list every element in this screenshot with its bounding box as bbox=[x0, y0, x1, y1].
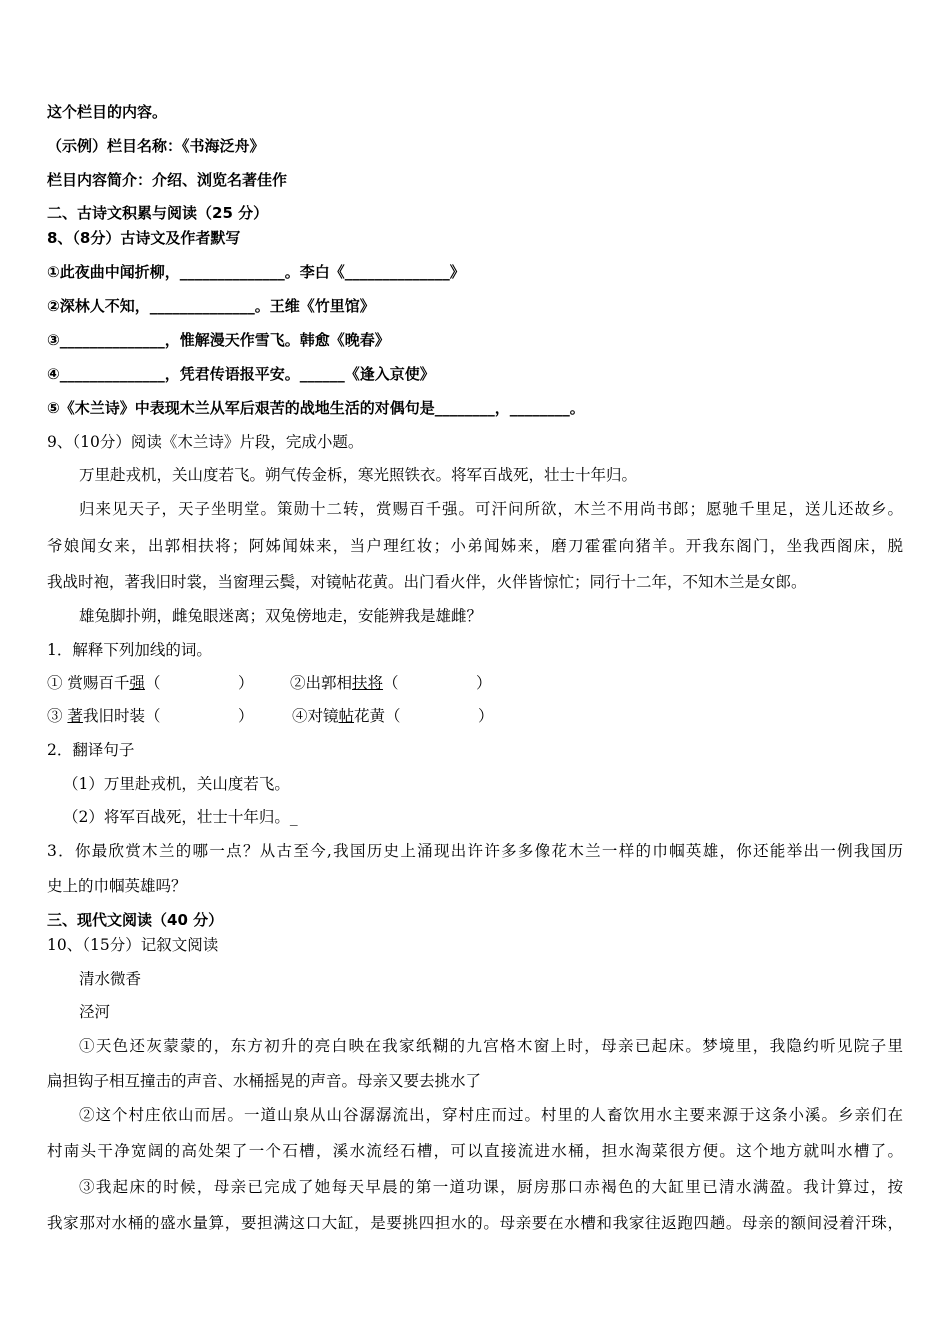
fill-blank-line: ④______________，凭君传语报平安。______《逢入京使》 bbox=[47, 365, 435, 383]
underlined-word: 扶将 bbox=[352, 674, 384, 692]
word-explain-row bbox=[47, 673, 492, 693]
explain-item: ① 赏赐百千 bbox=[47, 674, 130, 692]
explain-item-2: ④对镜帖花黄（ ） bbox=[292, 707, 494, 725]
answer-blank: （ ） bbox=[144, 674, 254, 692]
section-heading: 三、现代文阅读（40 分） bbox=[47, 911, 224, 929]
text-line: （示例）栏目名称：《书海泛舟》 bbox=[47, 137, 265, 155]
underlined-word: 著 bbox=[67, 707, 83, 725]
explain-item-2: ②出郭相扶将（ ） bbox=[290, 674, 492, 692]
poem-line: 归来见天子，天子坐明堂。策勋十二转，赏赐百千强。可汗问所欲，木兰不用尚书郎；愿驰千里足，送儿还故乡。 bbox=[79, 500, 903, 518]
paragraph-line: 我家那对水桶的盛水量算，要担满这口大缸，是要挑四担水的。母亲要在水槽和我家往返跑四趟。母亲的额间浸着汗珠， bbox=[47, 1214, 903, 1232]
fill-blank-line: ⑤《木兰诗》中表现木兰从军后艰苦的战地生活的对偶句是________，________。 bbox=[47, 399, 585, 417]
question-heading: 10、（15分）记叙文阅读 bbox=[47, 936, 219, 954]
poem-line: 雄兔脚扑朔，雌兔眼迷离；双兔傍地走，安能辨我是雄雌？ bbox=[79, 607, 483, 625]
underlined-word: 帖 bbox=[338, 707, 355, 725]
paragraph-line: ③我起床的时候，母亲已完成了她每天早晨的第一道功课，厨房那口赤褐色的大缸里已清水满盈。我计算过，按 bbox=[79, 1178, 903, 1196]
paragraph-line: ②这个村庄依山而居。一道山泉从山谷潺潺流出，穿村庄而过。村里的人畜饮用水主要来源于这条小溪。乡亲们在 bbox=[79, 1106, 903, 1124]
fill-blank-line: ③______________，惟解漫天作雪飞。韩愈《晚春》 bbox=[47, 331, 390, 349]
paragraph-line: 村南头干净宽阔的高处架了一个石槽，溪水流经石槽，可以直接流进水桶，担水淘菜很方便。这个地方就叫水槽了。 bbox=[47, 1142, 903, 1160]
sub-question: 史上的巾帼英雄吗？ bbox=[47, 877, 187, 895]
sub-question: 1．解释下列加线的词。 bbox=[47, 641, 212, 659]
fill-blank-line: ②深林人不知，______________。王维《竹里馆》 bbox=[47, 297, 375, 315]
sub-question: 2．翻译句子 bbox=[47, 741, 135, 759]
translate-item: （1）万里赴戎机，关山度若飞。 bbox=[63, 775, 290, 793]
translate-item: （2）将军百战死，壮士十年归。_ bbox=[63, 808, 298, 826]
underlined-word: 强 bbox=[129, 674, 145, 692]
text-line: 栏目内容简介：介绍、浏览名著佳作 bbox=[47, 171, 288, 189]
question-heading: 9、（10分）阅读《木兰诗》片段，完成小题。 bbox=[47, 433, 364, 451]
explain-item: ③ bbox=[47, 707, 68, 725]
paragraph-line: ①天色还灰蒙蒙的，东方初升的亮白映在我家纸糊的九宫格木窗上时，母亲已起床。梦境里，我隐约听见院子里 bbox=[79, 1037, 903, 1055]
poem-line: 万里赴戎机，关山度若飞。朔气传金柝，寒光照铁衣。将军百战死，壮士十年归。 bbox=[79, 466, 638, 484]
sub-question: 3．你最欣赏木兰的哪一点？从古至今,我国历史上涌现出许许多多像花木兰一样的巾帼英雄，你还能举出一例我国历 bbox=[47, 842, 903, 860]
fill-blank-line: ①此夜曲中闻折柳，______________。李白《______________》 bbox=[47, 263, 465, 281]
answer-blank: （ ） bbox=[383, 674, 492, 692]
poem-line: 我战时袍，著我旧时裳，当窗理云鬓，对镜帖花黄。出门看火伴，火伴皆惊忙；同行十二年，不知木兰是女郎。 bbox=[47, 573, 807, 591]
word-explain-row: ③ 著我旧时装（ ） ④对镜帖花黄（ ） bbox=[47, 707, 494, 725]
text-line: 这个栏目的内容。 bbox=[47, 103, 168, 121]
article-author: 泾河 bbox=[79, 1003, 111, 1021]
section-heading: 二、古诗文积累与阅读（25 分） bbox=[47, 204, 269, 222]
article-title: 清水微香 bbox=[79, 970, 142, 988]
paragraph-line: 扁担钩子相互撞击的声音、水桶摇晃的声音。母亲又要去挑水了 bbox=[47, 1072, 482, 1090]
poem-line: 爷娘闻女来，出郭相扶将；阿姊闻妹来，当户理红妆；小弟闻姊来，磨刀霍霍向猪羊。开我东阁门，坐我西阁床，脱 bbox=[47, 537, 903, 555]
question-heading: 8、（8分）古诗文及作者默写 bbox=[47, 229, 241, 247]
